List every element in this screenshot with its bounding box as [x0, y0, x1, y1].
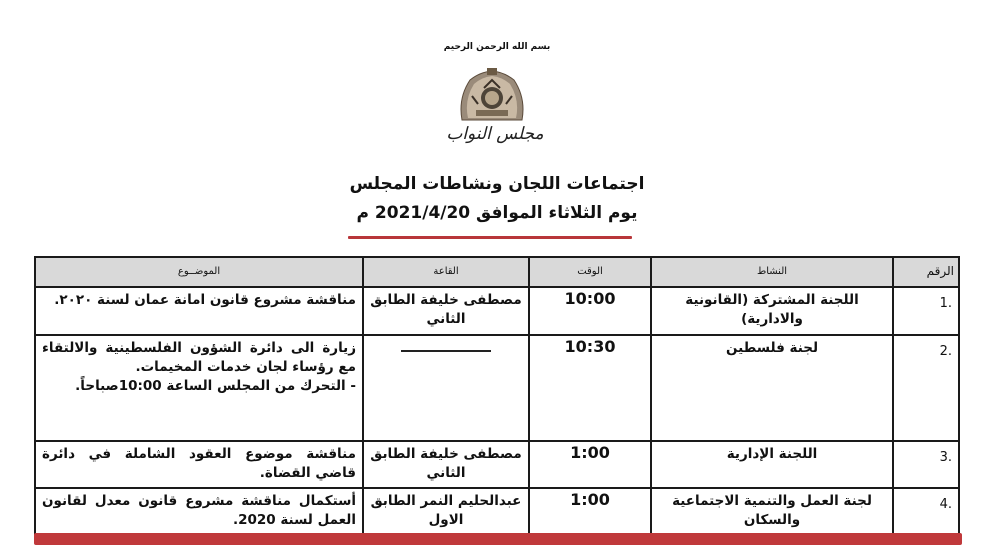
jordan-coat-of-arms-icon — [454, 68, 530, 124]
title-underline — [348, 236, 632, 239]
row-number: .3 — [893, 441, 959, 488]
table-row — [35, 441, 959, 488]
parliament-name: مجلس النواب — [446, 124, 544, 144]
empty-hall-dash — [401, 350, 491, 352]
schedule-table — [34, 256, 960, 539]
row-activity: اللجنة الإدارية — [651, 441, 893, 488]
table-header-row — [35, 257, 959, 287]
row-topic: مناقشة موضوع العقود الشاملة في دائرة قاضي القضاة. — [35, 441, 363, 488]
table-row — [35, 287, 959, 335]
row-number: .1 — [893, 287, 959, 335]
row-hall-empty — [363, 335, 529, 441]
row-activity: اللجنة المشتركة (القانونية والادارية) — [651, 287, 893, 335]
row-activity: لجنة العمل والتنمية الاجتماعية والسكان — [651, 488, 893, 538]
row-hall: عبدالحليم النمر الطابق الاول — [363, 488, 529, 538]
row-topic: أستكمال مناقشة مشروع قانون معدل لقانون العمل لسنة 2020. — [35, 488, 363, 538]
row-hall: مصطفى خليفة الطابق الثاني — [363, 441, 529, 488]
row-time: 1:00 — [529, 441, 651, 488]
row-activity: لجنة فلسطين — [651, 335, 893, 441]
row-time: 10:30 — [529, 335, 651, 441]
date-line: يوم الثلاثاء الموافق 2021/4/20 م — [356, 203, 638, 223]
column-header-number: الرقم — [893, 257, 959, 287]
footer-accent-bar — [34, 533, 962, 545]
column-header-activity: النشاط — [651, 257, 893, 287]
row-number: .2 — [893, 335, 959, 441]
row-time: 10:00 — [529, 287, 651, 335]
basmala-text: بسم الله الرحمن الرحيم — [443, 42, 551, 52]
document-title: اجتماعات اللجان ونشاطات المجلس — [349, 174, 645, 194]
row-topic: مناقشة مشروع قانون امانة عمان لسنة ٢٠٢٠. — [35, 287, 363, 335]
row-topic: زيارة الى دائرة الشؤون الفلسطينية والالتقاء مع رؤساء لجان خدمات المخيمات. - التحرك من المجلس الساعة 10:00صباحاً. — [35, 335, 363, 441]
table-row — [35, 335, 959, 441]
row-number: .4 — [893, 488, 959, 538]
column-header-time: الوقت — [529, 257, 651, 287]
column-header-topic: الموضــوع — [35, 257, 363, 287]
table-row — [35, 488, 959, 538]
row-time: 1:00 — [529, 488, 651, 538]
row-hall: مصطفى خليفة الطابق الثاني — [363, 287, 529, 335]
column-header-hall: القاعة — [363, 257, 529, 287]
